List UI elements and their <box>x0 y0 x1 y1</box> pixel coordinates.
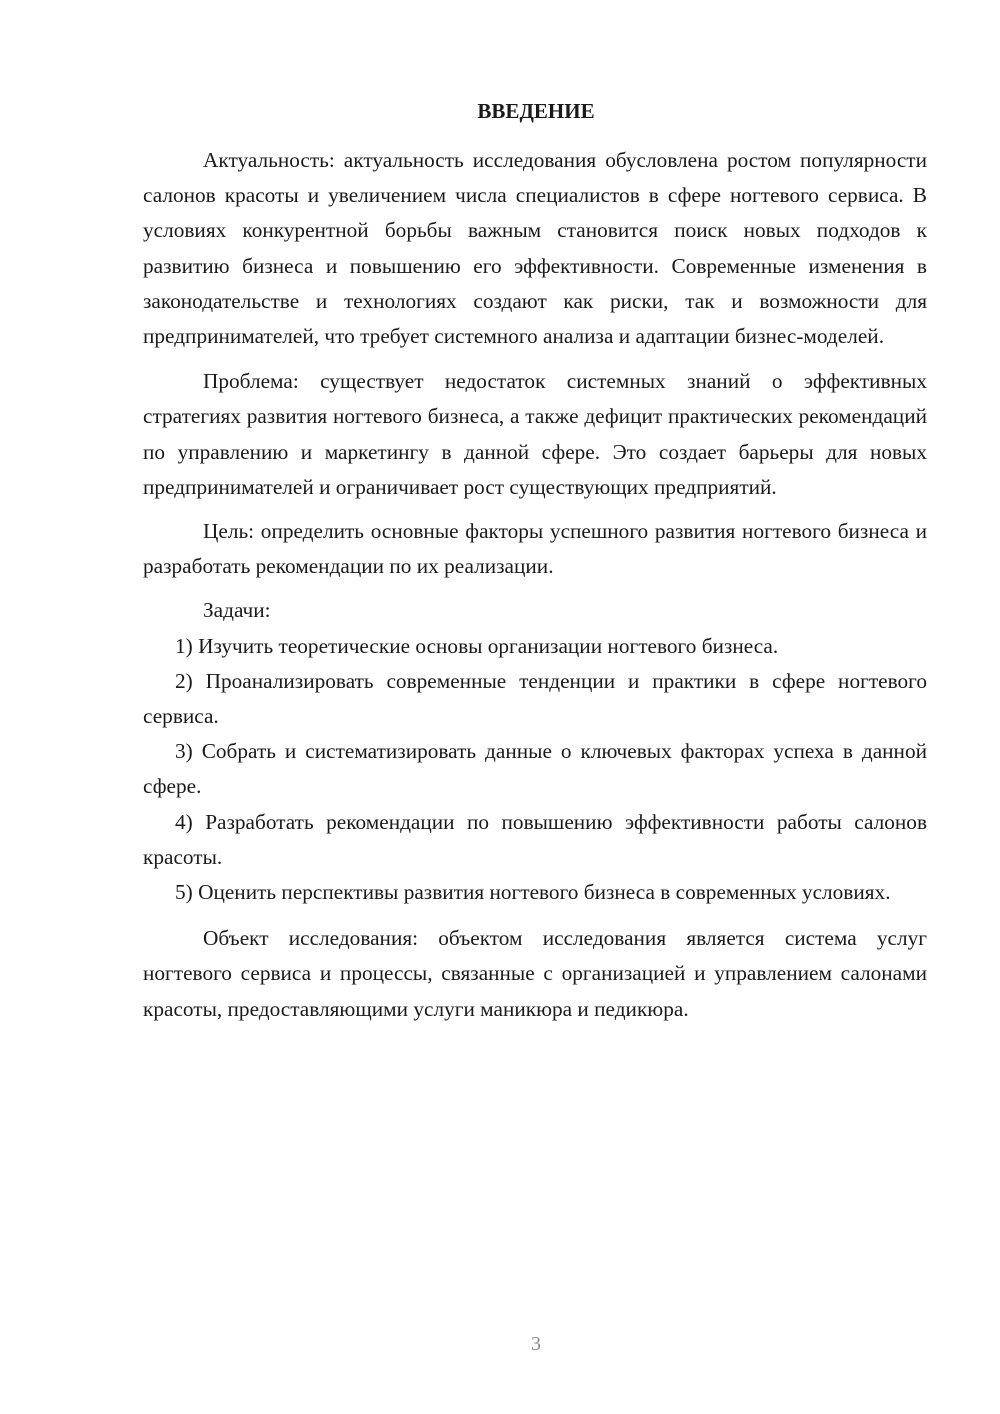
paragraph-problem: Проблема: существует недостаток системных знаний о эффективных стратегиях развития ногтевого бизнеса, а также дефицит практических рекомендаций по управлению и маркетингу в данной сфере. Это создает барьеры для новых предпринимателей и ограничивает рост существующих предприятий. <box>143 369 927 499</box>
paragraph-goal: Цель: определить основные факторы успешного развития ногтевого бизнеса и разработать рекомендации по их реализации. <box>143 519 927 579</box>
list-item-task-2: 2) Проанализировать современные тенденции и практики в сфере ногтевого сервиса. <box>143 668 927 729</box>
list-item-task-4: 4) Разработать рекомендации по повышению эффективности работы салонов красоты. <box>143 809 927 869</box>
paragraph-object: Объект исследования: объектом исследования является система услуг ногтевого сервиса и процессы, связанные с организацией и управлением салонами красоты, предоставляющими услуги маникюра и педикюра. <box>143 926 927 1021</box>
list-item-task-5: 5) Оценить перспективы развития ногтевого бизнеса в современных условиях. <box>175 880 891 905</box>
list-item-task-1: 1) Изучить теоретические основы организации ногтевого бизнеса. <box>175 633 779 658</box>
page-content <box>143 94 927 1027</box>
paragraph-relevance: Актуальность: актуальность исследования обусловлена ростом популярности салонов красоты и увеличением числа специалистов в сфере ногтевого сервиса. В условиях конкурентной борьбы важным становится поиск новых подходов к развитию бизнеса и повышению его эффективности. Современные изменения в законодательстве и технологиях создают как риски, так и возможности для предпринимателей, что требует системного анализа и адаптации бизнес-моделей. <box>143 148 927 349</box>
page-number: 3 <box>531 1333 541 1355</box>
list-item-task-3: 3) Собрать и систематизировать данные о ключевых факторах успеха в данной сфере. <box>143 739 927 799</box>
tasks-heading: Задачи: <box>203 598 271 623</box>
page-title: ВВЕДЕНИЕ <box>477 99 595 123</box>
